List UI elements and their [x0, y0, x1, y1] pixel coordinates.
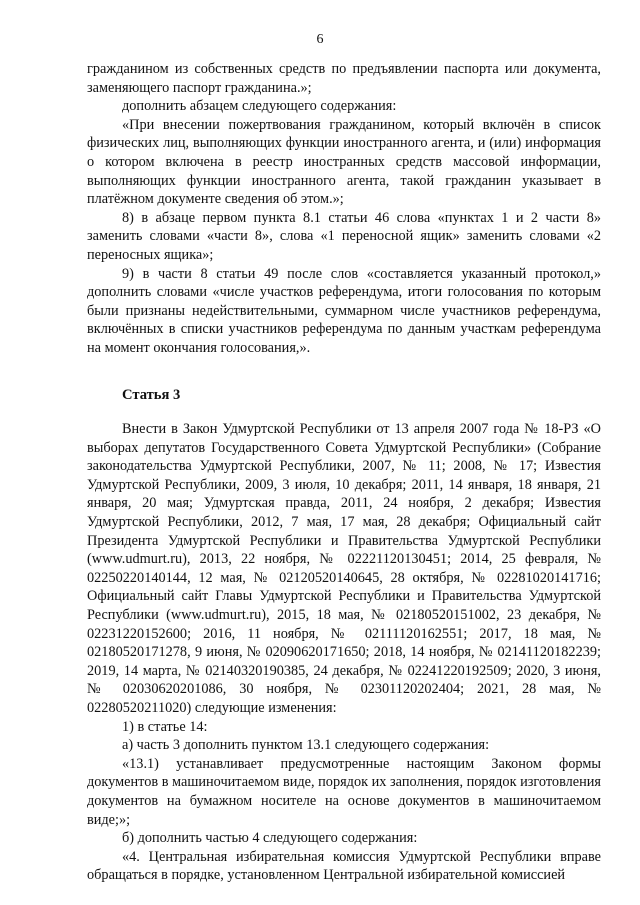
document-body: [87, 60, 601, 885]
paragraph: 1) в статье 14:: [122, 718, 208, 735]
paragraph: «4. Центральная избирательная комиссия Удмуртской Республики вправе обращаться в порядке, установленном Центральной избирательной комиссией: [87, 848, 601, 884]
paragraph: гражданином из собственных средств по предъявлении паспорта или документа, заменяющего паспорт гражданина.»;: [87, 61, 601, 96]
paragraph: б) дополнить частью 4 следующего содержания:: [122, 830, 418, 847]
paragraph: 9) в части 8 статьи 49 после слов «составляется указанный протокол,» дополнить словами «числе участков референдума, итоги голосования по которым были признаны недействительными, суммарном числе участников референдума, включённых в списки участников референдума по данным участкам референдума на момент окончания голосования,».: [87, 265, 601, 356]
paragraph: Внести в Закон Удмуртской Республики от 13 апреля 2007 года № 18-РЗ «О выборах депутатов Государственного Совета Удмуртской Республики» (Собрание законодательства Удмуртской Республики, 2007, № 11; 2008, № 17; Известия Удмуртской Республики, 2009, 3 июля, 10 декабря; 2011, 14 января, 18 января, 21 января, 20 мая; Удмуртская правда, 2011, 24 ноября, 2 декабря; Известия Удмуртской Республики, 2012, 7 мая, 17 мая, 28 декабря; Официальный сайт Президента Удмуртской Республики и Правительства Удмуртской Республики (www.udmurt.ru), 2013, 22 ноября, № 02221120130451; 2014, 25 февраля, № 02250220140144, 12 мая, № 02120520140645, 28 октября, № 02281020141716; Официальный сайт Главы Удмуртской Республики и Правительства Удмуртской Республики (www.udmurt.ru), 2015, 18 мая, № 02180520151002, 23 декабря, № 02231220152600; 2016, 11 ноября, № 02111120162551; 2017, 18 мая, № 02180520171278, 9 июня, № 02090620171650; 2018, 14 ноября, № 02141120182239; 2019, 14 марта, № 02140320190385, 24 декабря, № 02241220192509; 2020, 3 июня, № 02030620201086, 30 ноября, № 02301120202404; 2021, 28 мая, № 02280520211020) следующие изменения:: [87, 421, 601, 716]
page-number: 6: [316, 32, 324, 47]
paragraph: «При внесении пожертвования гражданином, который включён в список физических лиц, выполняющих функции иностранного агента, и (или) информация о котором включена в реестр иностранных средств массовой информации, выполняющих функции иностранного агента, такой гражданин указывает в платёжном документе сведения об этом.»;: [87, 116, 601, 208]
paragraph: а) часть 3 дополнить пунктом 13.1 следующего содержания:: [122, 737, 490, 754]
paragraph: дополнить абзацем следующего содержания:: [122, 98, 397, 115]
paragraph: 8) в абзаце первом пункта 8.1 статьи 46 слова «пунктах 1 и 2 части 8» заменить словами «части 8», слова «1 переносной ящик» заменить словами «2 переносных ящика»;: [87, 209, 601, 263]
article-heading: Статья 3: [122, 386, 181, 403]
spacer: [87, 358, 601, 372]
paragraph: «13.1) устанавливает предусмотренные настоящим Законом формы документов в машиночитаемом виде, порядок их заполнения, порядок изготовления документов на бумажном носителе на основе документов в машиночитаемом виде;»;: [87, 755, 601, 828]
